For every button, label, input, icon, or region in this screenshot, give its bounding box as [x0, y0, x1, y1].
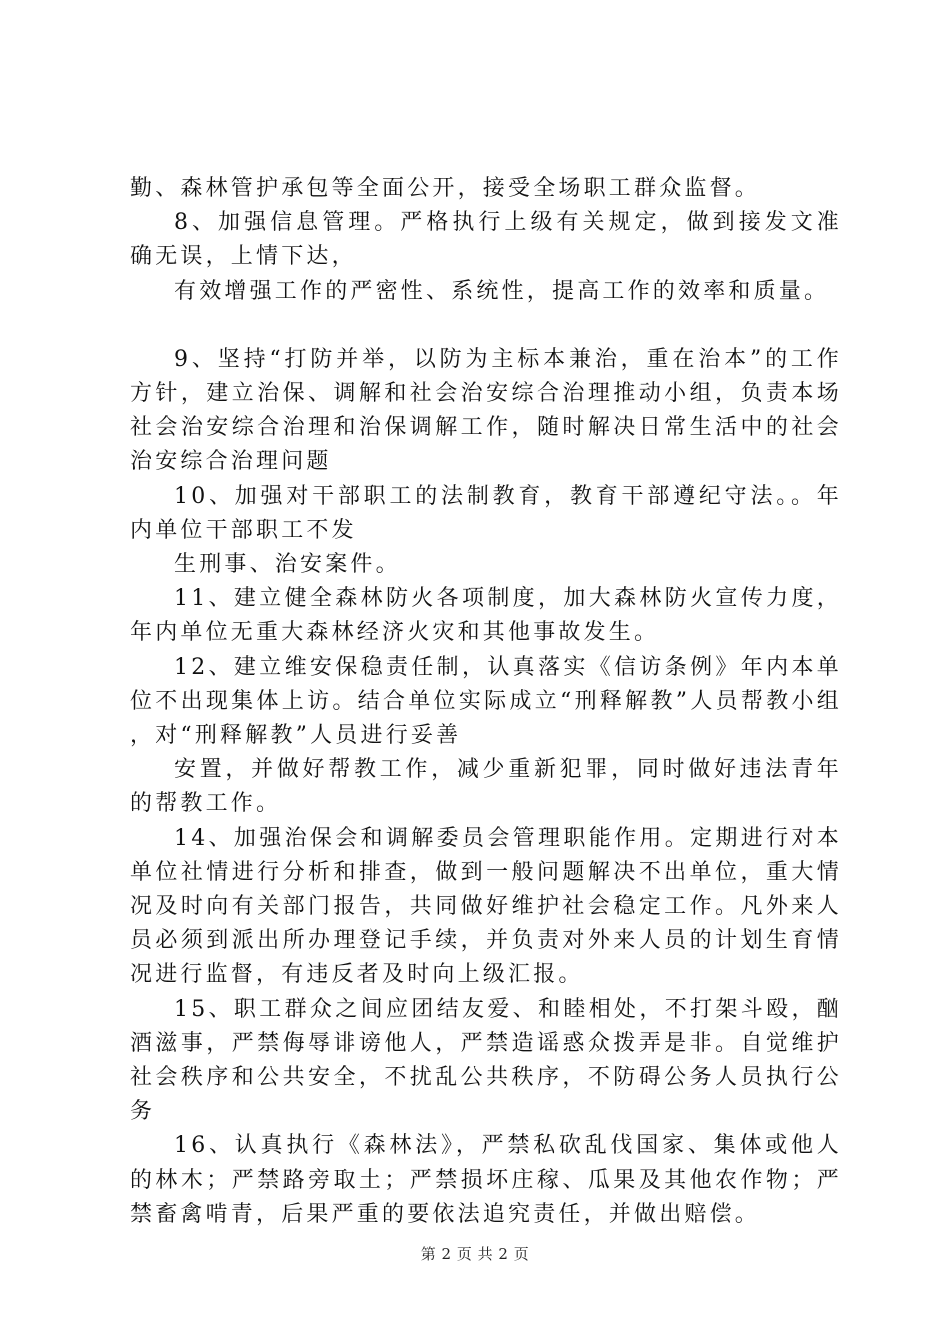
- paragraph-item-8-continuation: 有效增强工作的严密性、系统性，提高工作的效率和质量。: [174, 278, 830, 304]
- paragraph-item-15: 15、职工群众之间应团结友爱、和睦相处，不打架斗殴，酗酒滋事，严禁侮辱诽谤他人，严禁造谣惑众拨弄是非。自觉维护社会秩序和公共安全，不扰乱公共秩序，不防碍公务人员执行公务: [130, 996, 842, 1125]
- paragraph-item-8: 8、加强信息管理。严格执行上级有关规定，做到接发文准确无误，上情下达，: [130, 210, 842, 270]
- paragraph-item-14: 14、加强治保会和调解委员会管理职能作用。定期进行对本单位社情进行分析和排查，做到一般问题解决不出单位，重大情况及时向有关部门报告，共同做好维护社会稳定工作。凡外来人员必须到派出所办理登记手续，并负责对外来人员的计划生育情况进行监督，有违反者及时向上级汇报。: [130, 825, 842, 988]
- paragraph-item-12-continuation: 安置，并做好帮教工作，减少重新犯罪，同时做好违法青年的帮教工作。: [130, 757, 842, 817]
- page-number-footer: 第 2 页 共 2 页: [420, 1245, 530, 1263]
- document-body: [130, 172, 842, 1232]
- paragraph-item-12: 12、建立维安保稳责任制，认真落实《信访条例》年内本单位不出现集体上访。结合单位实际成立“刑释解教”人员帮教小组，对“刑释解教”人员进行妥善: [130, 654, 842, 749]
- paragraph-item-11: 11、建立健全森林防火各项制度，加大森林防火宣传力度，年内单位无重大森林经济火灾和其他事故发生。: [130, 586, 842, 646]
- paragraph-item-9: 9、坚持“打防并举，以防为主标本兼治，重在治本”的工作方针，建立治保、调解和社会治安综合治理推动小组，负责本场社会治安综合治理和治保调解工作，随时解决日常生活中的社会治安综合治理问题: [130, 346, 842, 475]
- paragraph-item-10: 10、加强对干部职工的法制教育，教育干部遵纪守法。。年内单位干部职工不发: [130, 483, 842, 543]
- paragraph-item-16: 16、认真执行《森林法》，严禁私砍乱伐国家、集体或他人的林木；严禁路旁取土；严禁损坏庄稼、瓜果及其他农作物；严禁畜禽啃青，后果严重的要依法追究责任，并做出赔偿。: [130, 1133, 842, 1227]
- paragraph-item-10-continuation: 生刑事、治安案件。: [174, 552, 401, 578]
- paragraph-continuation: 勤、森林管护承包等全面公开，接受全场职工群众监督。: [130, 176, 761, 201]
